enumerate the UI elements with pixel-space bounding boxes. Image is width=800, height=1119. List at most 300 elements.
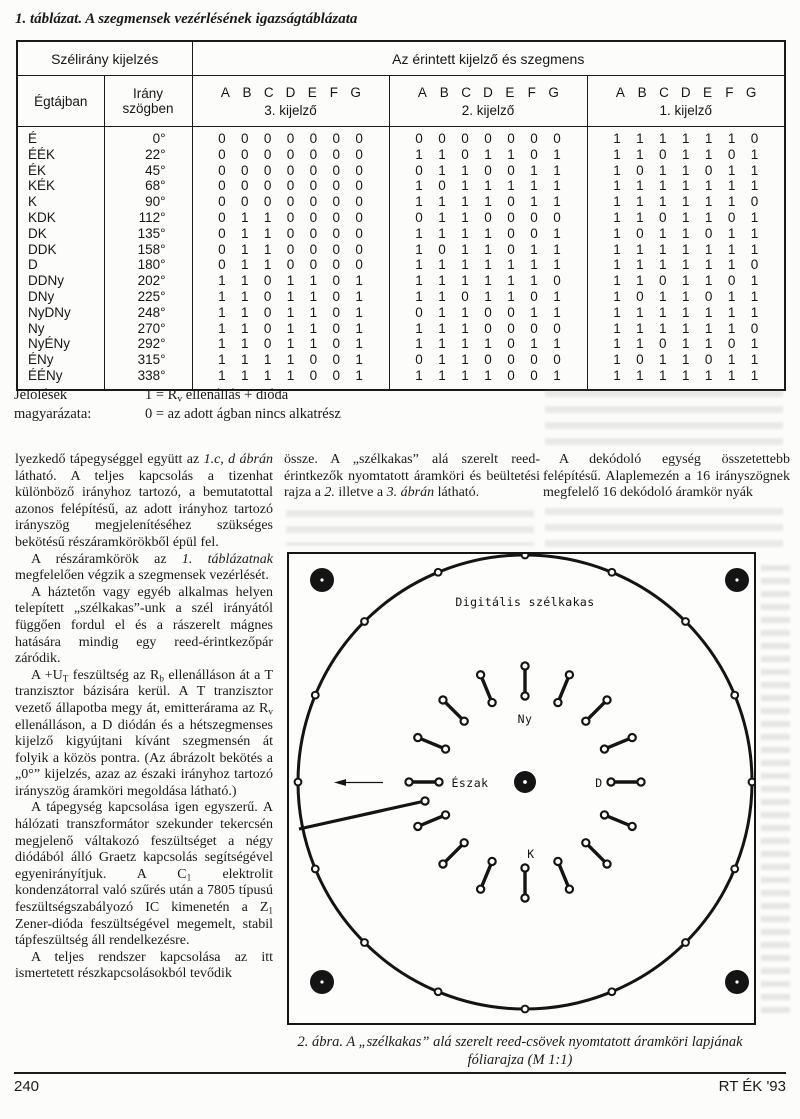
paragraph: A részáramkörök az 1. táblázatnak megfelelően végzik a szegmensek vezérlését.	[15, 551, 273, 584]
bit-value: 1	[681, 304, 690, 320]
bit-value: 1	[681, 178, 690, 194]
bit-value: 0	[507, 320, 515, 336]
table-row	[17, 321, 785, 337]
bit-value: 1	[613, 146, 621, 162]
bit-value: 1	[241, 336, 249, 352]
cell-angle: 248°	[104, 305, 192, 321]
bit-value: 1	[218, 288, 226, 304]
bit-value: 1	[704, 304, 713, 320]
bit-value: 1	[613, 273, 621, 289]
reed-contact-pad	[582, 839, 589, 846]
label-south: D	[595, 776, 603, 790]
bit-value: 0	[309, 131, 318, 146]
bit-value: 0	[263, 162, 272, 178]
bit-value: 1	[461, 225, 469, 241]
bit-value: 1	[263, 352, 272, 368]
paragraph: össze. A „szélkakas” alá szerelt reed-érintkezők nyomtatott áramköri és beültetési rajza a 2. illetve a 3. ábrán látható.	[284, 452, 540, 501]
column-header-angle: Irány szögben	[104, 76, 192, 127]
segment-letter: A	[417, 84, 427, 100]
reed-contact-pad	[554, 858, 561, 865]
bit-value: 0	[309, 257, 318, 273]
bit-value: 1	[484, 367, 492, 383]
reed-contact-pad	[607, 778, 614, 785]
cell-segment-bits	[192, 127, 389, 147]
reed-contact-pad	[439, 860, 446, 867]
bit-value: 1	[461, 352, 469, 368]
bit-value: 1	[438, 257, 446, 273]
bit-value: 1	[218, 320, 226, 336]
bit-value: 0	[530, 209, 538, 225]
bit-value: 1	[681, 336, 690, 352]
bit-value: 0	[286, 162, 295, 178]
bit-value: 1	[636, 146, 644, 162]
paragraph: lyezkedő tápegységgel együtt az 1.c, d ábrán látható. A teljes kapcsolás a tizenhat különböző irányhoz tartozó, a bemutatottal azonos felépítésű, az adott irányhoz tartozó irányszög megjelenítéséhez szükséges bekötésű részáramkörökből épül fel.	[15, 452, 273, 550]
cell-segment-bits	[389, 368, 587, 390]
bit-value: 1	[750, 352, 759, 368]
page-number: 240	[14, 1078, 40, 1095]
bit-value: 0	[484, 304, 492, 320]
bit-value: 1	[750, 288, 759, 304]
bit-value: 1	[438, 288, 446, 304]
figure-title-label: Digitális szélkakas	[455, 595, 595, 609]
bit-value: 0	[309, 352, 318, 368]
cell-segment-bits	[587, 178, 785, 194]
bit-value: 1	[681, 367, 690, 383]
bit-value: 1	[355, 336, 363, 352]
bit-value: 0	[415, 162, 423, 178]
bit-value: 1	[507, 257, 515, 273]
bit-value: 0	[241, 194, 249, 210]
bit-value: 0	[507, 352, 515, 368]
cell-direction: ÉÉNy	[17, 368, 104, 390]
bit-value: 1	[415, 241, 423, 257]
bit-value: 0	[438, 241, 446, 257]
bit-value: 0	[507, 162, 515, 178]
bit-value: 0	[530, 367, 538, 383]
cell-segment-bits	[192, 289, 389, 305]
bit-value: 1	[241, 367, 249, 383]
cell-segment-bits	[389, 352, 587, 368]
bit-value: 1	[659, 241, 667, 257]
bit-value: 1	[218, 367, 226, 383]
label-east: K	[527, 847, 535, 861]
bit-value: 0	[241, 162, 249, 178]
bit-value: 1	[727, 225, 736, 241]
bit-value: 1	[750, 367, 759, 383]
cell-segment-bits	[389, 163, 587, 179]
cell-angle: 90°	[104, 194, 192, 210]
bit-value: 0	[507, 194, 515, 210]
bit-value: 1	[553, 304, 561, 320]
table-row	[17, 257, 785, 273]
bit-value: 1	[461, 178, 469, 194]
bit-value: 1	[484, 336, 492, 352]
cell-direction: ÉNy	[17, 352, 104, 368]
cell-segment-bits	[192, 352, 389, 368]
bit-value: 1	[530, 162, 538, 178]
bit-value: 1	[415, 273, 423, 289]
bit-value: 1	[727, 288, 736, 304]
cell-segment-bits	[192, 178, 389, 194]
bit-value: 0	[332, 241, 340, 257]
bit-value: 0	[438, 131, 446, 146]
cell-segment-bits	[389, 321, 587, 337]
bit-value: 1	[659, 288, 667, 304]
bit-value: 1	[263, 367, 272, 383]
bit-value: 0	[750, 257, 759, 273]
segment-letter: C	[461, 84, 471, 100]
bit-value: 0	[355, 225, 363, 241]
bit-value: 0	[309, 225, 318, 241]
bit-value: 1	[681, 241, 690, 257]
legend-line-1: $1 = R_v$ ellenállás + dióda	[145, 387, 289, 405]
bit-value: 1	[704, 194, 713, 210]
bit-value: 1	[218, 273, 226, 289]
bit-value: 0	[332, 273, 340, 289]
bit-value: 1	[553, 194, 561, 210]
segment-letter: B	[439, 84, 449, 100]
table-row	[17, 305, 785, 321]
bleed-through	[761, 565, 790, 1020]
cell-segment-bits	[587, 368, 785, 390]
bit-value: 0	[553, 273, 561, 289]
bit-value: 1	[218, 336, 226, 352]
bit-value: 0	[530, 225, 538, 241]
bit-value: 1	[438, 304, 446, 320]
bit-value: 0	[286, 178, 295, 194]
cell-segment-bits	[389, 210, 587, 226]
bit-value: 0	[286, 131, 295, 146]
bit-value: 1	[659, 131, 667, 146]
bit-value: 1	[461, 257, 469, 273]
cell-segment-bits	[587, 289, 785, 305]
bit-value: 1	[613, 194, 621, 210]
table-row	[17, 163, 785, 179]
bit-value: 1	[750, 273, 759, 289]
bit-value: 1	[681, 194, 690, 210]
truth-table	[16, 40, 786, 391]
bit-value: 1	[530, 257, 538, 273]
bit-value: 1	[659, 257, 667, 273]
bit-value: 1	[484, 225, 492, 241]
reed-contact-pad	[435, 778, 442, 785]
perimeter-pad	[312, 865, 319, 872]
cell-angle: 270°	[104, 321, 192, 337]
bit-value: 1	[438, 352, 446, 368]
bit-value: 1	[218, 304, 226, 320]
cell-segment-bits	[587, 352, 785, 368]
perimeter-pad	[295, 779, 302, 786]
bit-value: 1	[553, 178, 561, 194]
bit-value: 0	[309, 241, 318, 257]
bit-value: 0	[218, 178, 226, 194]
cell-segment-bits	[389, 289, 587, 305]
table-row	[17, 273, 785, 289]
cell-angle: 338°	[104, 368, 192, 390]
bit-value: 0	[332, 367, 340, 383]
label-north: Észak	[451, 776, 489, 790]
cell-direction: DDNy	[17, 273, 104, 289]
legend	[14, 386, 341, 424]
bit-value: 1	[727, 131, 736, 146]
bit-value: 0	[218, 194, 226, 210]
figure-caption: 2. ábra. A „szélkakas” alá szerelt reed-csövek nyomtatott áramköri lapjának fóliarajza (M 1:1)	[297, 1034, 743, 1068]
bit-value: 0	[415, 304, 423, 320]
bit-value: 1	[613, 178, 621, 194]
bit-value: 1	[461, 336, 469, 352]
bit-value: 0	[553, 209, 561, 225]
cell-segment-bits	[192, 163, 389, 179]
bit-value: 1	[484, 288, 492, 304]
bit-value: 0	[241, 131, 249, 146]
table-row	[17, 226, 785, 242]
bit-value: 1	[530, 336, 538, 352]
bit-value: 1	[704, 257, 713, 273]
bit-value: 1	[553, 367, 561, 383]
bit-value: 1	[681, 146, 690, 162]
column-header-display-2	[389, 76, 587, 127]
cell-segment-bits	[389, 178, 587, 194]
cell-direction: D	[17, 257, 104, 273]
bit-value: 0	[286, 146, 295, 162]
perimeter-pad	[682, 618, 689, 625]
bit-value: 1	[636, 273, 644, 289]
bit-value: 0	[727, 209, 736, 225]
bit-value: 0	[530, 288, 538, 304]
bit-value: 0	[507, 225, 515, 241]
reed-contact-pad	[414, 823, 421, 830]
cell-segment-bits	[389, 147, 587, 163]
bit-value: 0	[263, 320, 272, 336]
bit-value: 1	[750, 209, 759, 225]
table-row	[17, 289, 785, 305]
bit-value: 1	[507, 273, 515, 289]
reed-contact-pad	[521, 864, 528, 871]
reed-contact-pad	[439, 696, 446, 703]
bit-value: 0	[659, 336, 667, 352]
segment-letter: B	[637, 84, 647, 100]
segment-letter: A	[220, 84, 230, 100]
cell-segment-bits	[587, 242, 785, 258]
segment-letter: D	[680, 84, 691, 100]
bit-value: 0	[332, 336, 340, 352]
bit-value: 1	[286, 367, 295, 383]
reed-contact-pad	[521, 662, 528, 669]
cell-segment-bits	[587, 226, 785, 242]
bleed-through	[286, 510, 534, 546]
bit-value: 1	[727, 162, 736, 178]
bit-value: 1	[750, 178, 759, 194]
cell-segment-bits	[192, 147, 389, 163]
bit-value: 1	[484, 257, 492, 273]
bit-value: 0	[241, 146, 249, 162]
bit-value: 0	[704, 288, 713, 304]
bit-value: 1	[438, 194, 446, 210]
cell-direction: DDK	[17, 242, 104, 258]
bit-value: 1	[484, 241, 492, 257]
bit-value: 1	[461, 320, 469, 336]
bit-value: 1	[241, 257, 249, 273]
bit-value: 1	[438, 162, 446, 178]
segment-letter: D	[285, 84, 296, 100]
cell-segment-bits	[389, 242, 587, 258]
bit-value: 1	[415, 146, 423, 162]
cell-angle: 180°	[104, 257, 192, 273]
perimeter-pad	[361, 618, 368, 625]
reed-contact-pad	[521, 894, 528, 901]
bit-value: 0	[727, 146, 736, 162]
table-group-header-row	[17, 41, 785, 76]
bit-value: 1	[286, 320, 295, 336]
bit-value: 1	[659, 178, 667, 194]
bit-value: 1	[636, 194, 644, 210]
cell-direction: NyDNy	[17, 305, 104, 321]
reed-contact-pad	[521, 692, 528, 699]
segment-letter: F	[725, 84, 734, 100]
bit-value: 1	[461, 367, 469, 383]
bit-value: 0	[507, 304, 515, 320]
bit-value: 0	[309, 162, 318, 178]
bit-value: 1	[355, 367, 363, 383]
bit-value: 0	[355, 162, 363, 178]
figure-pcb-foil	[287, 552, 756, 1025]
bit-value: 1	[636, 241, 644, 257]
cell-segment-bits	[587, 210, 785, 226]
bit-value: 1	[415, 225, 423, 241]
bit-value: 0	[309, 178, 318, 194]
bit-value: 1	[750, 225, 759, 241]
cell-segment-bits	[389, 305, 587, 321]
bit-value: 0	[218, 146, 226, 162]
bit-value: 1	[613, 320, 621, 336]
bit-value: 1	[309, 304, 318, 320]
reed-contact-pad	[629, 734, 636, 741]
bit-value: 1	[613, 304, 621, 320]
bit-value: 0	[553, 131, 561, 146]
bit-value: 0	[218, 131, 226, 146]
bit-value: 1	[415, 320, 423, 336]
bit-value: 1	[659, 304, 667, 320]
bit-value: 1	[241, 352, 249, 368]
bit-value: 1	[241, 320, 249, 336]
bit-value: 1	[438, 336, 446, 352]
bit-value: 0	[309, 194, 318, 210]
table-row	[17, 352, 785, 368]
cell-segment-bits	[587, 147, 785, 163]
bit-value: 1	[530, 241, 538, 257]
display-label: 3. kijelző	[264, 102, 317, 118]
perimeter-pad	[682, 939, 689, 946]
bit-value: 1	[553, 225, 561, 241]
cell-segment-bits	[587, 321, 785, 337]
paragraph: A tápegység kapcsolása igen egyszerű. A hálózati transzformátor szekunder tekercsén megjelenő váltakozó feszültséget a négy diódából álló Graetz kapcsolás segítségével egyenirányítjuk. A $C_1$ elektrolit kondenzátorral való szűrés után a 7805 típusú feszültségszabályozó IC kimenetén a $Z_1$ Zener-dióda feszültségével megemelt, stabil tápfeszültség áll rendelkezésre.	[15, 800, 273, 949]
bit-value: 0	[218, 241, 226, 257]
cell-angle: 158°	[104, 242, 192, 258]
cell-angle: 68°	[104, 178, 192, 194]
bit-value: 1	[681, 209, 690, 225]
bit-value: 0	[332, 194, 340, 210]
cell-direction: É	[17, 127, 104, 147]
bit-value: 0	[438, 178, 446, 194]
bit-value: 0	[750, 320, 759, 336]
bit-value: 1	[438, 225, 446, 241]
mounting-hole-center	[735, 980, 738, 983]
reed-contact-pad	[601, 745, 608, 752]
reed-contact-pad	[554, 699, 561, 706]
bit-value: 1	[636, 178, 644, 194]
bit-value: 1	[461, 241, 469, 257]
segment-letter: G	[745, 84, 757, 100]
bit-value: 1	[727, 257, 736, 273]
bit-value: 1	[704, 209, 713, 225]
bit-value: 1	[286, 352, 295, 368]
bit-value: 0	[415, 209, 423, 225]
bit-value: 1	[286, 304, 295, 320]
bit-value: 0	[332, 288, 340, 304]
bit-value: 0	[530, 320, 538, 336]
bit-value: 1	[727, 241, 736, 257]
bit-value: 0	[218, 162, 226, 178]
bit-value: 1	[727, 352, 736, 368]
bit-value: 0	[355, 146, 363, 162]
perimeter-pad	[522, 554, 529, 558]
display-label: 1. kijelző	[659, 102, 713, 118]
cell-segment-bits	[389, 226, 587, 242]
bit-value: 1	[704, 336, 713, 352]
bit-value: 1	[681, 273, 690, 289]
bit-value: 0	[286, 241, 295, 257]
bit-value: 0	[750, 131, 759, 146]
journal-mark: RT ÉK '93	[718, 1078, 786, 1095]
center-pad-hole	[523, 780, 527, 784]
segment-letter: G	[548, 84, 559, 100]
cell-angle: 45°	[104, 163, 192, 179]
bit-value: 1	[613, 209, 621, 225]
bit-value: 0	[659, 146, 667, 162]
bit-value: 0	[530, 352, 538, 368]
cell-segment-bits	[587, 127, 785, 147]
bit-value: 0	[332, 209, 340, 225]
bit-value: 0	[484, 131, 492, 146]
bit-value: 1	[241, 288, 249, 304]
north-arrow-head	[334, 779, 346, 786]
bit-value: 1	[461, 194, 469, 210]
cell-direction: ÉK	[17, 163, 104, 179]
mounting-hole-center	[320, 578, 323, 581]
label-west: Ny	[517, 712, 533, 726]
bit-value: 0	[415, 352, 423, 368]
segment-letter: G	[350, 84, 361, 100]
bit-value: 1	[613, 131, 621, 146]
bit-value: 0	[355, 209, 363, 225]
bit-value: 0	[507, 209, 515, 225]
bit-value: 0	[355, 131, 363, 146]
table-subheader-row	[17, 76, 785, 127]
bit-value: 1	[461, 162, 469, 178]
bit-value: 0	[263, 304, 272, 320]
cell-segment-bits	[587, 273, 785, 289]
reed-contact-pad	[442, 745, 449, 752]
bit-value: 1	[681, 288, 690, 304]
bit-value: 0	[704, 225, 713, 241]
bit-value: 1	[553, 288, 561, 304]
perimeter-pad	[731, 865, 738, 872]
cell-segment-bits	[192, 336, 389, 352]
bit-value: 0	[286, 257, 295, 273]
perimeter-pad	[749, 779, 754, 786]
cell-segment-bits	[192, 321, 389, 337]
bit-value: 1	[636, 367, 644, 383]
